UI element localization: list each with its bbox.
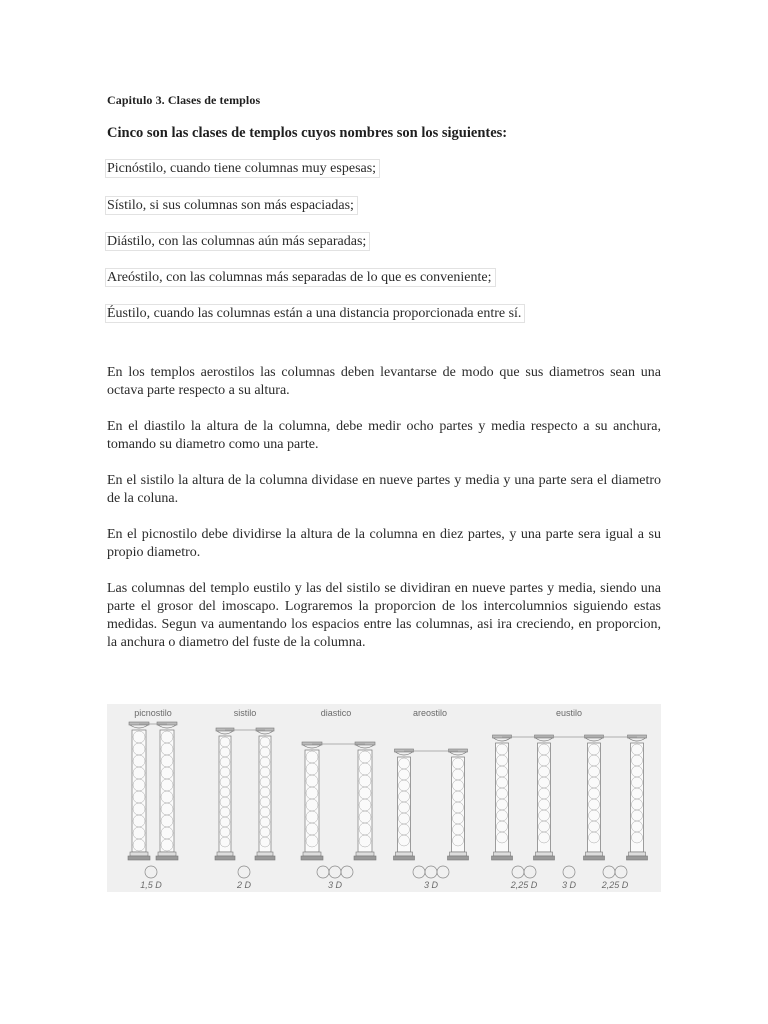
spacing-circle [329,866,341,878]
column-plinth [627,856,648,860]
column-plinth [128,856,150,860]
column-capital [493,735,512,738]
lead-sentence: Cinco son las clases de templos cuyos nombres son los siguientes: [107,125,508,141]
column-plinth [534,856,555,860]
spacing-circle [413,866,425,878]
column-echinus [586,738,603,741]
spacing-circle [524,866,536,878]
column-torus [217,852,233,856]
spacing-circle [563,866,575,878]
column-capital [449,749,468,752]
column-shaft [538,743,551,852]
column-torus [130,852,148,856]
column-capital [216,728,234,731]
column-plinth [255,856,275,860]
column-capital [129,722,149,725]
temple-type-eustilo [107,306,523,322]
spacing-circle [437,866,449,878]
column-echinus [536,738,553,741]
spacing-circle [238,866,250,878]
column-torus [396,852,413,856]
column-torus [629,852,646,856]
temple-type-sistilo [107,198,356,214]
label-diastico: diastico [320,708,352,718]
spacing-circle [145,866,157,878]
column-capital [535,735,554,738]
label-picnostilo: picnostilo [134,708,172,718]
column-shaft [496,743,509,852]
paragraph-aerostilo: En los templos aerostilos las columnas deben levantarse de modo que sus diametros sean una octava parte respecto a su altura. [107,365,661,398]
spacing-circle [341,866,353,878]
spacing-label: 2 D [236,880,252,890]
temple-type-picnostilo [107,161,378,177]
column-plinth [584,856,605,860]
column-capital [302,742,322,745]
chapter-title: Capitulo 3. Clases de templos [107,93,261,107]
temple-type-text: Areóstilo, con las columnas más separadas de lo que es conveniente; [107,270,492,285]
column-capital [585,735,604,738]
spacing-label: 3 D [561,880,577,890]
column-torus [257,852,273,856]
temple-type-text: Diástilo, con las columnas aún más separadas; [107,234,367,249]
column-plinth [301,856,323,860]
column-capital [157,722,177,725]
spacing-label: 3 D [327,880,343,890]
column-echinus [396,752,413,755]
spacing-circle [603,866,615,878]
paragraph-eustilo: Las columnas del templo eustilo y las del sistilo se dividiran en nueve partes y media, siendo una parte el grosor del imoscapo. Lograremos la proporcion de los intercolumnios siguiendo estas medidas. Segun va aumentando los espacios entre las columnas, asi ira creciendo, en proporcion, la anchura o diametro del fuste de la columna. [107,581,661,650]
spacing-circle [317,866,329,878]
label-areostilo: areostilo [412,708,448,718]
column-echinus [629,738,646,741]
label-sistilo: sistilo [233,708,257,718]
column-torus [356,852,374,856]
column-echinus [494,738,511,741]
column-torus [303,852,321,856]
spacing-label: 1,5 D [140,880,162,890]
column-echinus [158,725,176,728]
spacing-label: 3 D [423,880,439,890]
spacing-label: 2,25 D [510,880,538,890]
column-capital [256,728,274,731]
column-torus [536,852,553,856]
spacing-circle [615,866,627,878]
column-torus [494,852,511,856]
columns-diagram [107,704,661,892]
temple-type-diastilo [107,234,368,250]
column-torus [586,852,603,856]
column-echinus [130,725,148,728]
column-echinus [257,731,273,734]
column-capital [628,735,647,738]
column-capital [395,749,414,752]
column-plinth [492,856,513,860]
column-echinus [303,745,321,748]
paragraph-picnostilo: En el picnostilo debe dividirse la altura de la columna en diez partes, y una parte sera igual a su propio diametro. [107,527,661,560]
paragraph-diastilo: En el diastilo la altura de la columna, debe medir ocho partes y media respecto a su anchura, tomando su diametro como una parte. [107,419,661,452]
column-plinth [215,856,235,860]
label-eustilo: eustilo [555,708,583,718]
spacing-label: 2,25 D [601,880,629,890]
paragraph-sistilo: En el sistilo la altura de la columna dividase en nueve partes y media y una parte sera el diametro de la coluna. [107,473,661,506]
column-plinth [156,856,178,860]
column-torus [450,852,467,856]
column-plinth [394,856,415,860]
column-capital [355,742,375,745]
temple-type-text: Sístilo, si sus columnas son más espaciadas; [107,198,354,213]
column-echinus [450,752,467,755]
columns-figure [107,704,661,892]
column-shaft [631,743,644,852]
column-plinth [448,856,469,860]
spacing-circle [512,866,524,878]
temple-type-areostilo [107,270,494,286]
spacing-circle [425,866,437,878]
column-echinus [217,731,233,734]
column-shaft [588,743,601,852]
column-torus [158,852,176,856]
column-plinth [354,856,376,860]
column-echinus [356,745,374,748]
temple-type-text: Picnóstilo, cuando tiene columnas muy espesas; [107,161,377,176]
temple-type-text: Éustilo, cuando las columnas están a una distancia proporcionada entre sí. [107,306,522,321]
